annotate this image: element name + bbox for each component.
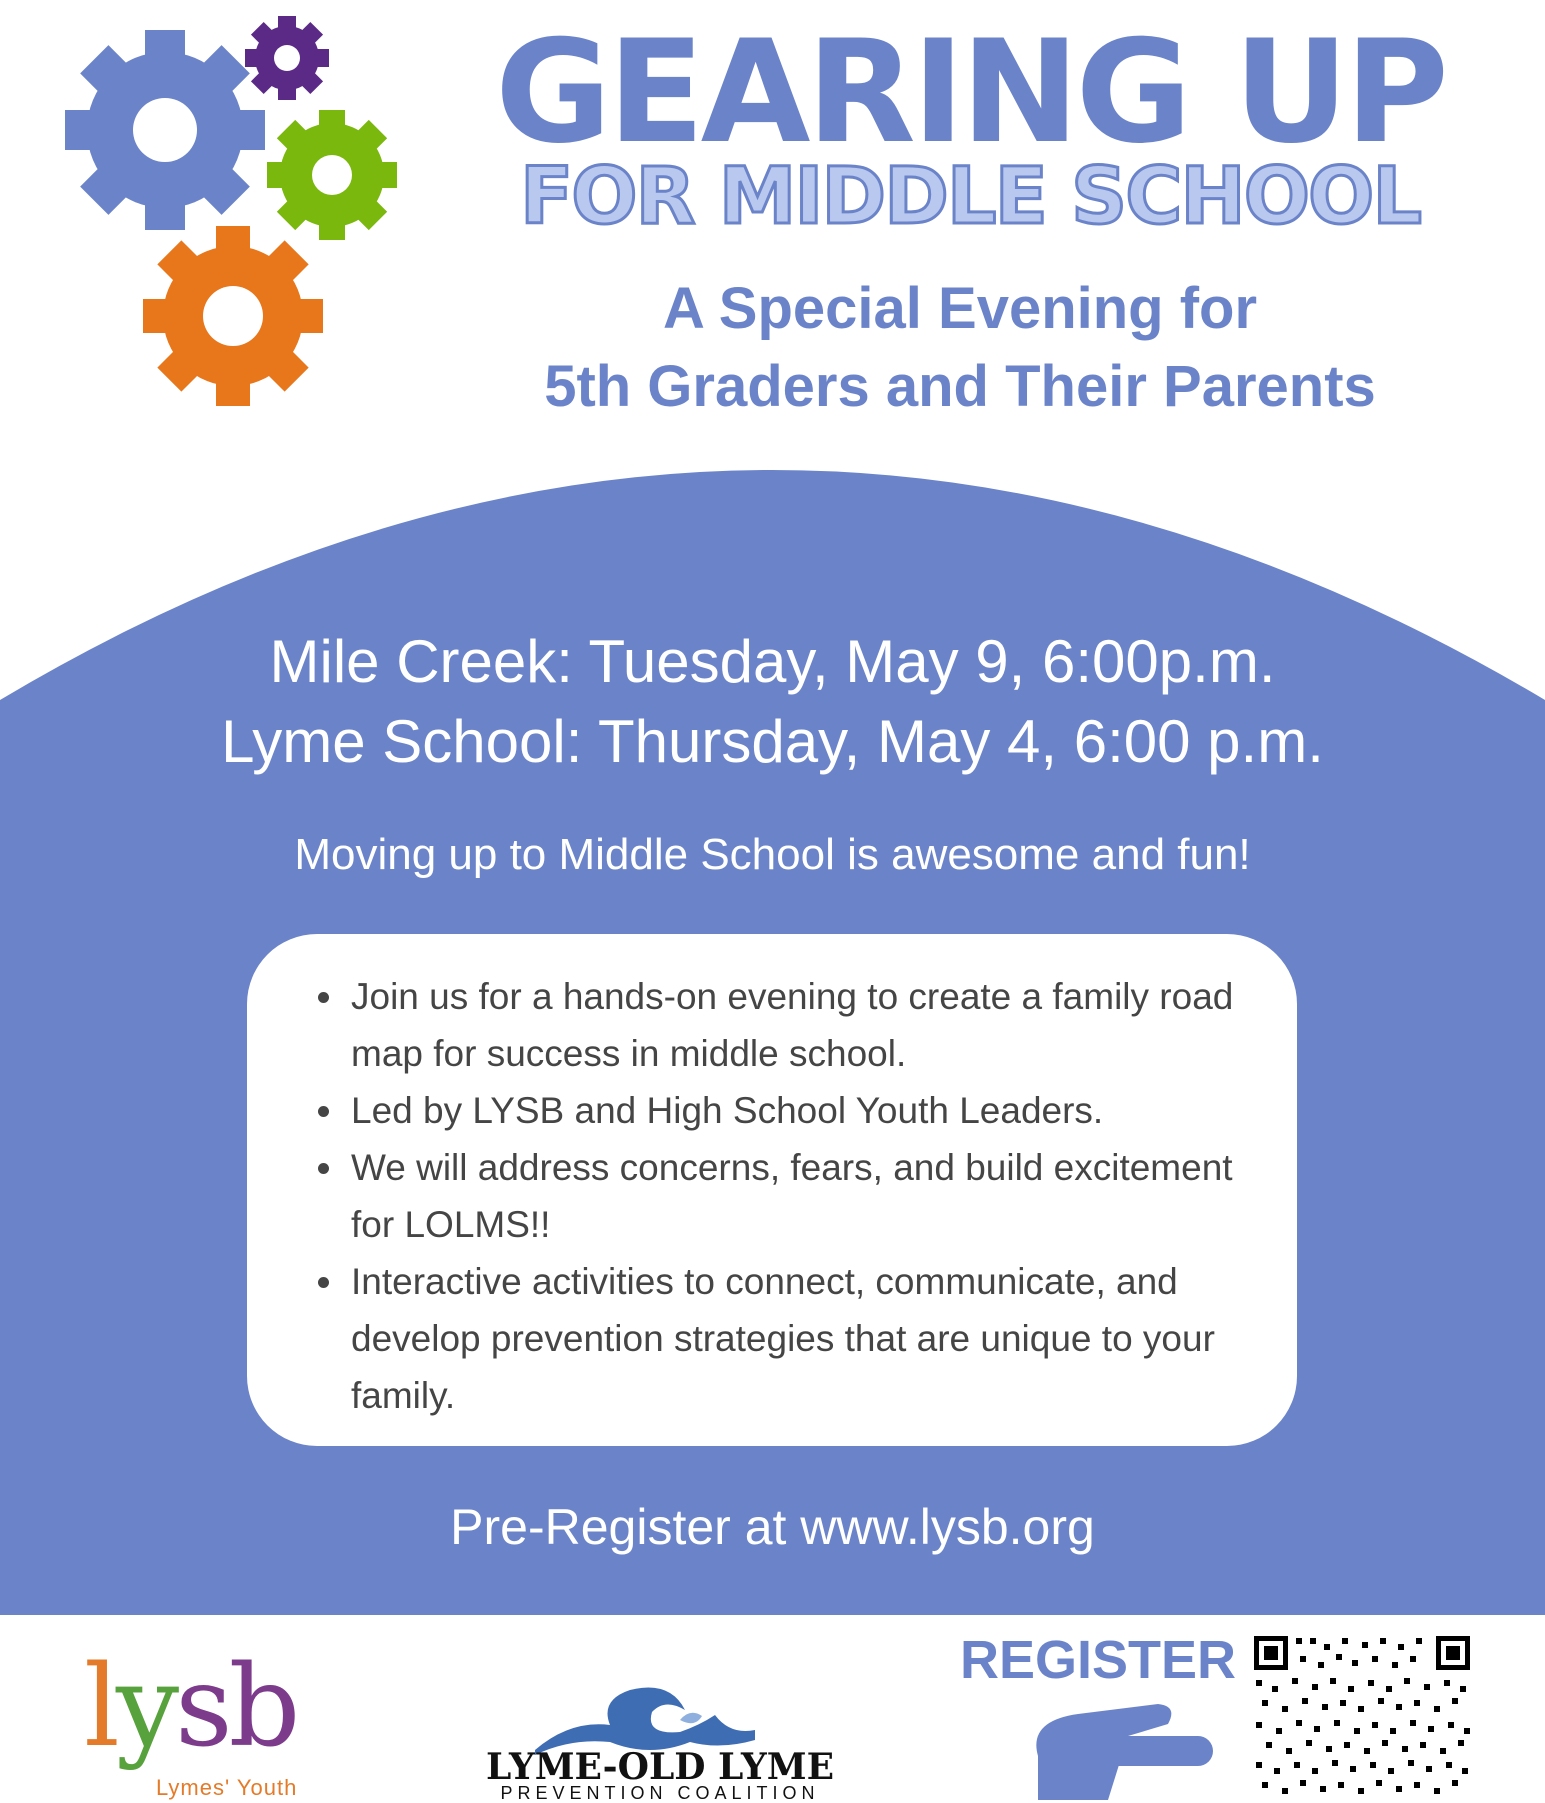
list-item: • Led by LYSB and High School Youth Leaders. [347, 1082, 1257, 1139]
event-schedule [0, 622, 1545, 782]
tagline [470, 270, 1450, 426]
tagline-line-2: 5th Graders and Their Parents [544, 354, 1376, 419]
gears-graphic [55, 10, 435, 430]
pointing-hand-icon [1018, 1696, 1218, 1800]
list-item: • We will address concerns, fears, and build excitement for LOLMS!! [347, 1139, 1257, 1253]
details-list [247, 934, 1297, 1424]
list-item: • Join us for a hands-on evening to create a family road map for success in middle school. [347, 968, 1257, 1082]
intro-text: Moving up to Middle School is awesome and fun! [294, 830, 1251, 879]
title-main: GEARING UP [495, 10, 1445, 175]
qr-code[interactable] [1252, 1634, 1472, 1800]
lysb-tagline: Lymes' Youth [156, 1775, 298, 1800]
details-card [247, 934, 1297, 1446]
register-link[interactable]: Pre-Register at www.lysb.org [450, 1499, 1095, 1555]
schedule-lyme-school: Lyme School: Thursday, May 4, 6:00 p.m. [221, 708, 1324, 775]
lysb-logo: lysb [84, 1642, 297, 1772]
tagline-line-1: A Special Evening for [662, 276, 1258, 341]
schedule-mile-creek: Mile Creek: Tuesday, May 9, 6:00p.m. [269, 628, 1276, 695]
coalition-name: LYME-OLD LYME [485, 1746, 835, 1788]
register-label: REGISTER [960, 1630, 1237, 1690]
list-item: • Interactive activities to connect, communicate, and develop prevention strategies that are unique to your family. [347, 1253, 1257, 1424]
coalition-subtitle: PREVENTION COALITION [500, 1783, 820, 1803]
title-subtitle: FOR MIDDLE SCHOOL [519, 152, 1421, 242]
